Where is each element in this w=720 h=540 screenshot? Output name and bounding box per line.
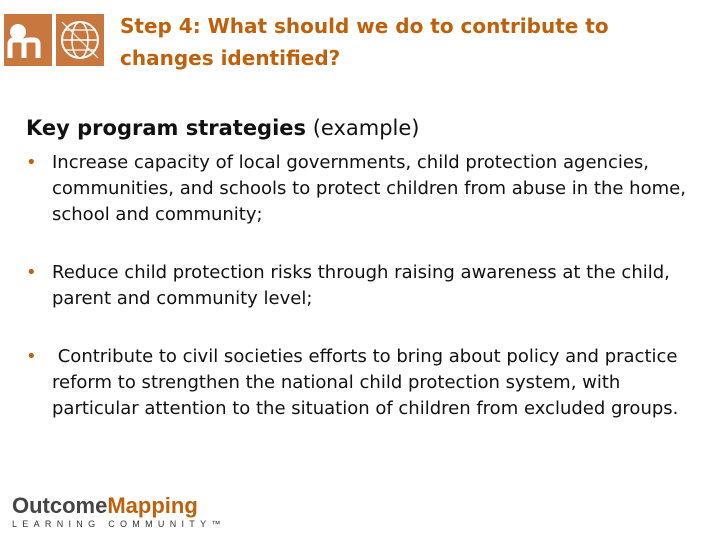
bullet-icon: • [26, 152, 37, 173]
list-item-text: Reduce child protection risks through raising awareness at the child, parent and community level; [52, 262, 670, 309]
slide-title: Step 4: What should we do to contribute to changes identified? [120, 14, 609, 70]
brand-tagline: LEARNING COMMUNITY™ [12, 519, 226, 529]
list-item [26, 150, 686, 228]
strategy-list [26, 150, 686, 454]
brand-mapping: Mapping [107, 493, 198, 518]
list-item [26, 260, 686, 312]
list-item-text: Contribute to civil societies efforts to bring about policy and practice reform to strengthen the national child protection system, with particular attention to the situation of children from excluded groups. [52, 346, 684, 419]
section-heading-rest: (example) [306, 116, 420, 140]
brand-outcome: Outcome [12, 493, 108, 518]
globe-icon [56, 14, 104, 66]
brand-wordmark [12, 494, 226, 518]
section-heading-bold: Key program strategies [26, 116, 307, 140]
section-heading [26, 116, 420, 140]
om-m-logo-icon [4, 14, 52, 66]
bullet-icon: • [26, 262, 37, 283]
list-item-text: Increase capacity of local governments, child protection agencies, communities, and schools to protect children from abuse in the home, school and community; [52, 152, 686, 225]
bullet-icon: • [26, 346, 37, 367]
list-item [26, 344, 686, 422]
footer-logo [12, 494, 226, 530]
